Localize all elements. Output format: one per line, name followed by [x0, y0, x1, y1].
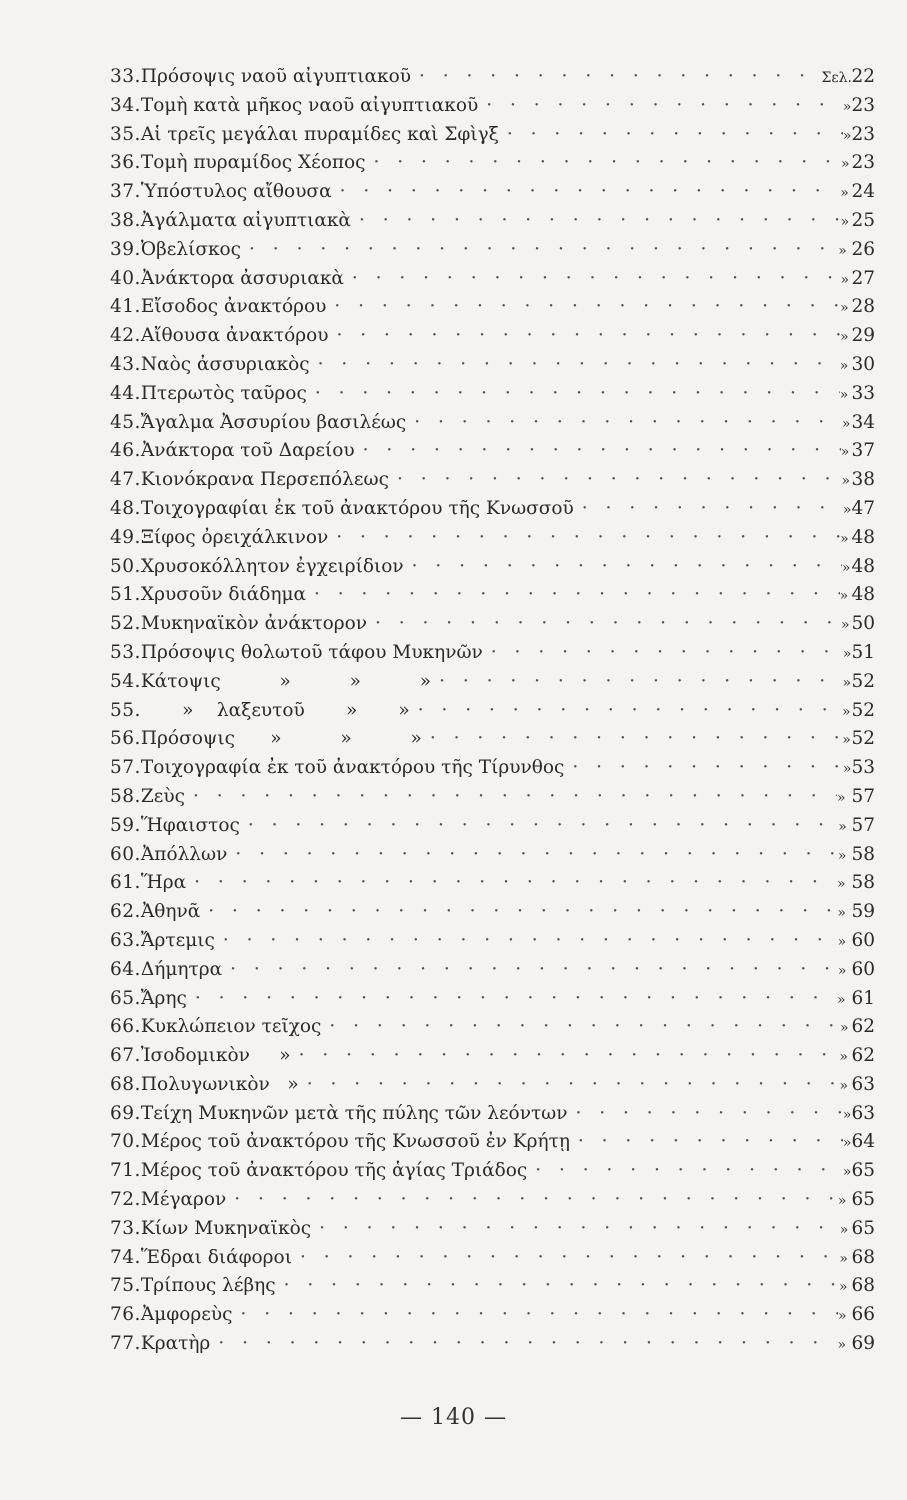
entry-number: 44. [110, 382, 141, 404]
index-entry [110, 642, 875, 671]
entry-title: Ἰσοδομικὸν » [140, 1045, 291, 1067]
entry-number: 73. [110, 1217, 141, 1239]
entry-page-number: 48 [851, 555, 875, 577]
index-entry [110, 383, 875, 412]
entry-title: Ἄρτεμις [140, 929, 215, 951]
entry-page-number: 23 [851, 123, 875, 145]
index-entry [110, 815, 875, 844]
entry-number: 69. [110, 1102, 141, 1124]
entry-page-number: 57 [851, 814, 875, 836]
entry-number: 50. [110, 555, 141, 577]
index-entry [110, 268, 875, 297]
entry-page-number: 53 [851, 757, 875, 779]
entry-title: Πρόσοψις ναοῦ αἰγυπτιακοῦ [140, 66, 411, 87]
index-entry [110, 527, 875, 556]
entry-number: 60. [110, 843, 141, 865]
entry-page-prefix: » [840, 271, 850, 288]
dot-leader [406, 412, 842, 433]
entry-title: Πρόσοψις θολωτοῦ τάφου Μυκηνῶν [140, 641, 483, 663]
entry-title: Ἀνάκτορα ἀσσυριακὰ [140, 267, 344, 289]
entry-number: 74. [110, 1246, 141, 1268]
entry-page-number: 52 [851, 670, 875, 692]
entry-page-prefix: » [837, 1193, 847, 1210]
index-entry [110, 66, 875, 95]
dot-leader [483, 642, 843, 663]
entry-page-prefix: » [837, 876, 846, 893]
entry-page-number: 24 [851, 181, 875, 203]
entry-page-prefix: » [842, 645, 852, 662]
index-entry [110, 959, 875, 988]
dot-leader [332, 181, 841, 202]
entry-number: 70. [110, 1131, 141, 1153]
entry-page-prefix: » [842, 1106, 852, 1123]
entry-number: 37. [110, 181, 141, 203]
entry-page-prefix: » [840, 329, 849, 346]
index-entry [110, 1160, 875, 1189]
entry-number: 48. [110, 497, 141, 519]
index-entry [110, 1103, 875, 1132]
entry-title: Ἥφαιστος [140, 814, 240, 836]
entry-page-prefix: » [842, 127, 852, 144]
dot-leader [276, 1275, 839, 1296]
index-entry [110, 469, 875, 498]
entry-page-number: 50 [851, 613, 875, 635]
entry-title: Ὑπόστυλος αἴθουσα [140, 181, 332, 203]
entry-page-prefix: » [839, 357, 849, 374]
entry-page-number: 57 [851, 785, 875, 807]
dot-leader [351, 210, 841, 231]
entry-page-prefix: » [839, 1049, 848, 1066]
dot-leader [306, 584, 840, 605]
entry-page-prefix: » [838, 818, 847, 835]
entry-page-prefix: » [838, 242, 847, 259]
index-entry [110, 988, 875, 1017]
entry-number: 39. [110, 238, 141, 260]
entry-number: 56. [110, 728, 141, 750]
figure-index-list [110, 66, 875, 1362]
entry-page-number: 63 [851, 1073, 875, 1095]
dot-leader [366, 152, 841, 173]
index-entry [110, 1275, 875, 1304]
entry-page-number: 61 [851, 987, 875, 1009]
entry-page-number: 48 [851, 584, 875, 606]
entry-page-prefix: » [839, 588, 849, 605]
index-entry [110, 1189, 875, 1218]
entry-page-prefix: » [840, 1020, 849, 1037]
entry-number: 75. [110, 1275, 141, 1297]
dot-leader [200, 901, 837, 922]
entry-page-prefix: » [837, 1337, 847, 1354]
entry-number: 77. [110, 1333, 141, 1355]
entry-page-number: 33 [851, 382, 875, 404]
entry-number: 43. [110, 353, 141, 375]
index-entry [110, 498, 875, 527]
dot-leader [410, 700, 842, 721]
dot-leader [215, 930, 838, 951]
entry-page-prefix: » [839, 1221, 849, 1238]
entry-page-number: 66 [851, 1304, 875, 1326]
entry-page-number: 37 [851, 440, 875, 462]
index-entry [110, 671, 875, 700]
dot-leader [326, 296, 840, 317]
dot-leader [310, 354, 840, 375]
entry-page-number: 34 [851, 411, 875, 433]
entry-page-prefix: » [840, 185, 849, 202]
entry-page-number: 27 [851, 267, 875, 289]
entry-title: Ἄρης [140, 987, 187, 1009]
entry-number: 42. [110, 325, 141, 347]
entry-number: 53. [110, 641, 141, 663]
dot-leader [307, 383, 840, 404]
entry-page-prefix: » [837, 905, 846, 922]
dot-leader [226, 1189, 838, 1210]
entry-page-number: 23 [851, 94, 875, 116]
index-entry [110, 1304, 875, 1333]
entry-page-prefix: » [841, 559, 851, 576]
index-entry [110, 412, 875, 441]
dot-leader [321, 1016, 840, 1037]
entry-number: 61. [110, 872, 141, 894]
index-entry [110, 584, 875, 613]
entry-number: 59. [110, 814, 141, 836]
entry-number: 55. [110, 699, 141, 721]
index-entry [110, 1074, 875, 1103]
dot-leader [499, 124, 843, 145]
dot-leader [574, 498, 843, 519]
entry-page-prefix: Σελ. [821, 70, 852, 86]
index-entry [110, 95, 875, 124]
entry-page-number: 64 [851, 1131, 875, 1153]
entry-page-prefix: » [842, 1135, 852, 1152]
entry-number: 71. [110, 1160, 141, 1182]
entry-page-number: 68 [851, 1246, 875, 1268]
index-entry [110, 872, 875, 901]
entry-number: 54. [110, 670, 141, 692]
entry-title: Ἀθηνᾶ [140, 901, 201, 923]
entry-page-prefix: » [841, 617, 850, 634]
index-entry [110, 728, 875, 757]
dot-leader [227, 844, 838, 865]
dot-leader [411, 66, 821, 87]
dot-leader [240, 815, 838, 836]
dot-leader [222, 959, 838, 980]
dot-leader [570, 1131, 843, 1152]
entry-title: Μέρος τοῦ ἀνακτόρου τῆς Κνωσσοῦ ἐν Κρήτῃ [140, 1131, 570, 1153]
entry-page-prefix: » [837, 962, 847, 979]
entry-number: 51. [110, 584, 141, 606]
entry-page-number: 62 [851, 1016, 875, 1038]
entry-page-number: 65 [851, 1160, 875, 1182]
entry-title: Ἄγαλμα Ἀσσυρίου βασιλέως [140, 411, 407, 433]
entry-title: Ἥρα [140, 872, 187, 894]
entry-number: 63. [110, 929, 141, 951]
index-entry [110, 152, 875, 181]
index-entry [110, 325, 875, 354]
entry-page-prefix: » [839, 1250, 848, 1267]
entry-page-prefix: » [840, 530, 849, 547]
entry-title: Πολυγωνικὸν » [140, 1073, 299, 1095]
entry-page-number: 58 [851, 843, 875, 865]
dot-leader [389, 469, 842, 490]
entry-title: Ἕδραι διάφοροι [140, 1246, 292, 1268]
dot-leader [478, 95, 843, 116]
entry-page-prefix: » [837, 991, 846, 1008]
entry-page-number: 47 [851, 497, 875, 519]
entry-title: Αἴθουσα ἀνακτόρου [140, 325, 329, 347]
entry-title: Ἀμφορεὺς [140, 1304, 233, 1326]
entry-page-number: 52 [851, 728, 875, 750]
entry-number: 36. [110, 152, 141, 174]
entry-page-number: 60 [851, 958, 875, 980]
entry-number: 67. [110, 1045, 141, 1067]
entry-page-prefix: » [842, 761, 852, 778]
entry-number: 49. [110, 526, 141, 548]
entry-page-number: 52 [851, 699, 875, 721]
entry-page-prefix: » [840, 444, 850, 461]
dot-leader [232, 1304, 838, 1325]
entry-title: Ἀγάλματα αἰγυπτιακὰ [140, 209, 351, 231]
entry-title: Πρόσοψις » » » [140, 728, 422, 750]
entry-title: Ξίφος ὀρειχάλκινον [140, 526, 329, 548]
entry-number: 68. [110, 1073, 141, 1095]
dot-leader [299, 1074, 840, 1095]
index-entry [110, 901, 875, 930]
entry-page-prefix: » [842, 732, 851, 749]
index-entry [110, 757, 875, 786]
entry-page-prefix: » [837, 847, 847, 864]
entry-page-number: 68 [851, 1275, 875, 1297]
entry-page-number: 60 [851, 929, 875, 951]
index-entry [110, 556, 875, 585]
index-entry [110, 296, 875, 325]
entry-number: 72. [110, 1189, 141, 1211]
entry-page-prefix: » [842, 674, 852, 691]
dot-leader [431, 671, 842, 692]
entry-title: Τομὴ κατὰ μῆκος ναοῦ αἰγυπτιακοῦ [140, 94, 479, 116]
entry-number: 41. [110, 296, 141, 318]
index-entry [110, 1218, 875, 1247]
dot-leader [329, 325, 841, 346]
index-entry [110, 210, 875, 239]
entry-number: 45. [110, 411, 141, 433]
index-entry [110, 1333, 875, 1362]
entry-title: Ἀπόλλων [140, 843, 228, 865]
entry-page-number: 69 [851, 1333, 875, 1355]
dot-leader [344, 268, 841, 289]
entry-title: » λαξευτοῦ » » [140, 699, 410, 721]
entry-title: Δήμητρα [140, 958, 223, 980]
entry-title: Εἴσοδος ἀνακτόρου [140, 296, 327, 318]
entry-title: Ἀνάκτορα τοῦ Δαρείου [140, 440, 355, 462]
dot-leader [292, 1247, 839, 1268]
entry-title: Μέρος τοῦ ἀνακτόρου τῆς ἁγίας Τριάδος [140, 1160, 528, 1182]
entry-page-prefix: » [840, 213, 850, 230]
dot-leader [186, 872, 837, 893]
entry-title: Χρυσοκόλλητον ἐγχειρίδιον [140, 555, 404, 577]
entry-page-prefix: » [838, 1308, 847, 1325]
entry-page-number: 25 [851, 209, 875, 231]
entry-page-number: 26 [851, 238, 875, 260]
entry-page-prefix: » [839, 1077, 849, 1094]
entry-page-prefix: » [842, 98, 852, 115]
entry-title: Τρίπους λέβης [140, 1275, 276, 1297]
dot-leader [328, 527, 840, 548]
entry-page-number: 58 [851, 872, 875, 894]
entry-title: Κιονόκρανα Περσεπόλεως [140, 469, 389, 491]
index-entry [110, 613, 875, 642]
index-entry [110, 181, 875, 210]
entry-page-prefix: » [840, 300, 849, 317]
index-entry [110, 844, 875, 873]
dot-leader [241, 239, 838, 260]
entry-title: Πτερωτὸς ταῦρος [140, 382, 307, 404]
entry-title: Κρατὴρ [140, 1333, 211, 1355]
dot-leader [564, 757, 843, 778]
entry-number: 38. [110, 209, 141, 231]
entry-page-prefix: » [842, 1164, 852, 1181]
index-entry [110, 1045, 875, 1074]
entry-page-prefix: » [837, 933, 847, 950]
entry-page-number: 62 [851, 1045, 875, 1067]
entry-page-number: 30 [851, 353, 875, 375]
entry-page-number: 22 [851, 66, 875, 87]
entry-number: 66. [110, 1016, 141, 1038]
entry-number: 34. [110, 94, 141, 116]
dot-leader [185, 786, 837, 807]
entry-number: 76. [110, 1304, 141, 1326]
dot-leader [404, 556, 842, 577]
entry-page-prefix: » [839, 1279, 848, 1296]
dot-leader [210, 1333, 837, 1354]
entry-page-number: 59 [851, 901, 875, 923]
dot-leader [367, 613, 841, 634]
entry-title: Χρυσοῦν διάδημα [140, 584, 306, 606]
index-entry [110, 786, 875, 815]
entry-page-prefix: » [841, 703, 851, 720]
entry-title: Τείχη Μυκηνῶν μετὰ τῆς πύλης τῶν λεόντων [140, 1102, 568, 1124]
dot-leader [187, 988, 837, 1009]
entry-page-number: 28 [851, 296, 875, 318]
entry-number: 64. [110, 958, 141, 980]
entry-page-number: 23 [851, 152, 875, 174]
entry-number: 65. [110, 987, 141, 1009]
entry-page-number: 65 [851, 1189, 875, 1211]
entry-page-number: 51 [851, 641, 875, 663]
entry-page-prefix: » [841, 473, 851, 490]
entry-page-number: 65 [851, 1217, 875, 1239]
entry-page-prefix: » [842, 501, 852, 518]
entry-number: 40. [110, 267, 141, 289]
entry-number: 33. [110, 66, 141, 87]
entry-title: Ναὸς ἀσσυριακὸς [140, 353, 310, 375]
index-entry [110, 930, 875, 959]
entry-title: Αἱ τρεῖς μεγάλαι πυραμίδες καὶ Σφὶγξ [140, 123, 499, 145]
entry-title: Τοιχογραφία ἐκ τοῦ ἀνακτόρου τῆς Τίρυνθος [140, 757, 565, 779]
entry-title: Κάτοψις » » » [140, 670, 432, 692]
entry-title: Κυκλώπειον τεῖχος [140, 1016, 322, 1038]
entry-page-prefix: » [836, 789, 846, 806]
entry-page-prefix: » [841, 415, 851, 432]
index-entry [110, 1131, 875, 1160]
entry-page-number: 38 [851, 469, 875, 491]
index-entry [110, 124, 875, 153]
index-entry [110, 700, 875, 729]
dot-leader [355, 440, 841, 461]
entry-page-number: 29 [851, 325, 875, 347]
entry-page-prefix: » [839, 386, 849, 403]
entry-number: 35. [110, 123, 141, 145]
entry-number: 46. [110, 440, 141, 462]
entry-title: Ζεὺς [140, 785, 185, 807]
page-number: — 140 — [400, 1405, 507, 1430]
index-entry [110, 239, 875, 268]
dot-leader [311, 1218, 840, 1239]
entry-page-number: 63 [851, 1102, 875, 1124]
entry-title: Τοιχογραφίαι ἐκ τοῦ ἀνακτόρου τῆς Κνωσσοῦ [140, 497, 574, 519]
dot-leader [568, 1103, 843, 1124]
entry-title: Κίων Μυκηναϊκὸς [140, 1217, 312, 1239]
dot-leader [527, 1160, 843, 1181]
entry-title: Μυκηναϊκὸν ἀνάκτορον [140, 613, 368, 635]
dot-leader [422, 728, 842, 749]
entry-page-number: 48 [851, 526, 875, 548]
index-entry [110, 1016, 875, 1045]
entry-number: 57. [110, 757, 141, 779]
index-entry [110, 440, 875, 469]
entry-number: 52. [110, 613, 141, 635]
index-entry [110, 1247, 875, 1276]
dot-leader [291, 1045, 840, 1066]
entry-title: Ὀβελίσκος [140, 238, 242, 260]
entry-number: 58. [110, 785, 141, 807]
entry-title: Μέγαρον [140, 1189, 227, 1211]
entry-number: 62. [110, 901, 141, 923]
entry-title: Τομὴ πυραμίδος Χέοπος [140, 152, 366, 174]
entry-number: 47. [110, 469, 141, 491]
index-entry [110, 354, 875, 383]
entry-page-prefix: » [841, 156, 850, 173]
